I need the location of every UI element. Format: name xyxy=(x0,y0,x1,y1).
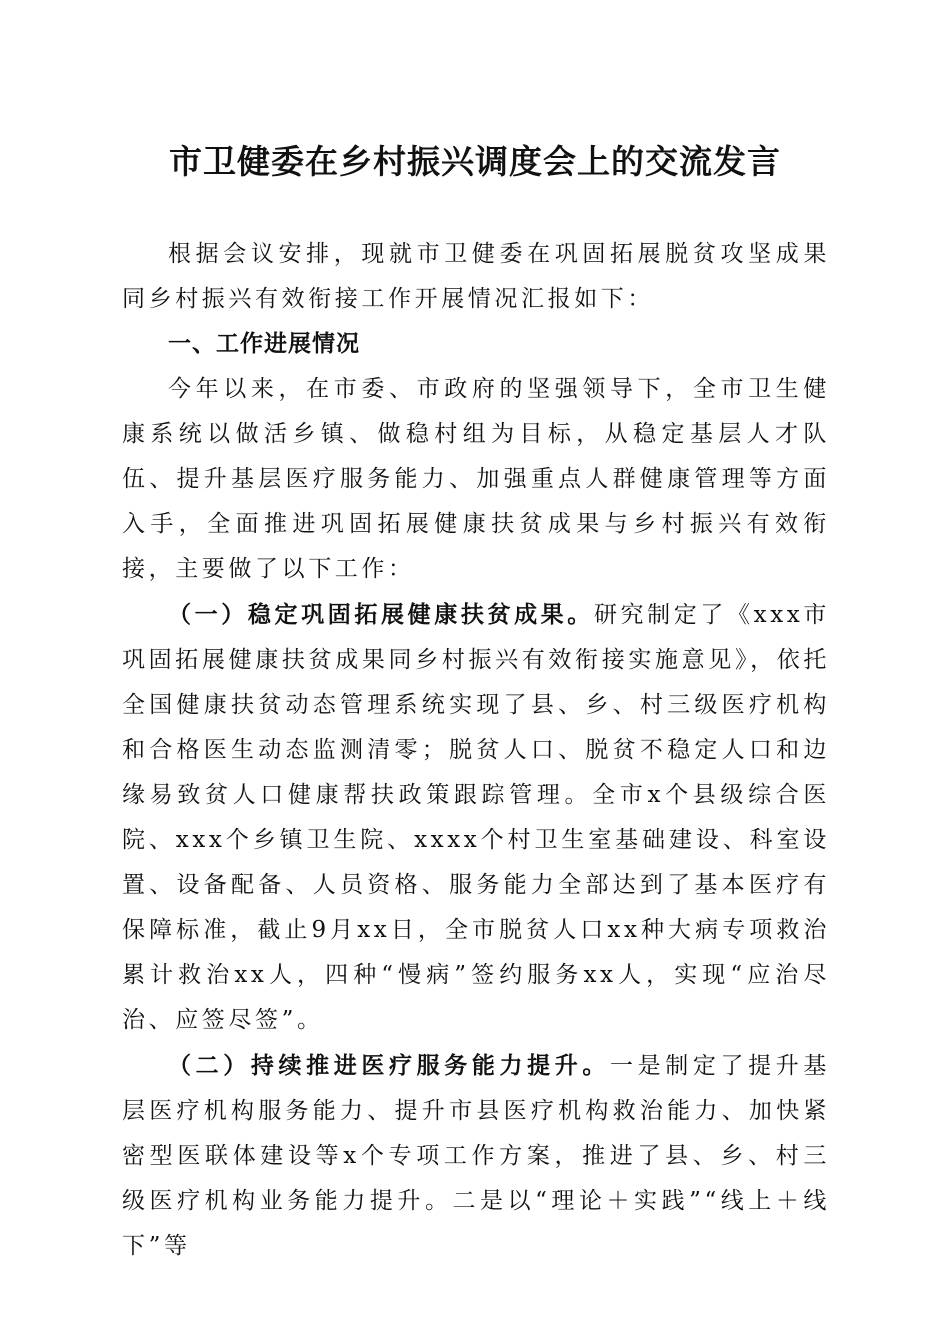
item-text-1: 研究制定了《xxx市巩固拓展健康扶贫成果同乡村振兴有效衔接实施意见》，依托全国健康扶贫动态管理系统实现了县、乡、村三级医疗机构和合格医生动态监测清零；脱贫人口、脱贫不稳定人口和边缘易致贫人口健康帮扶政策跟踪管理。全市x个县级综合医院、xxx个乡镇卫生院、xxxx个村卫生室基础建设、科室设置、设备配备、人员资格、服务能力全部达到了基本医疗有保障标准，截止9月xx日，全市脱贫人口xx种大病专项救治累计救治xx人，四种“慢病”签约服务xx人，实现“应治尽治、应签尽签”。 xyxy=(122,602,830,1033)
section-paragraph: 今年以来，在市委、市政府的坚强领导下，全市卫生健康系统以做活乡镇、做稳村组为目标，从稳定基层人才队伍、提升基层医疗服务能力、加强重点人群健康管理等方面入手，全面推进巩固拓展健康扶贫成果与乡村振兴有效衔接，主要做了以下工作： xyxy=(122,376,830,582)
intro-paragraph: 根据会议安排，现就市卫健委在巩固拓展脱贫攻坚成果同乡村振兴有效衔接工作开展情况汇报如下： xyxy=(122,241,830,312)
document-title: 市卫健委在乡村振兴调度会上的交流发言 xyxy=(169,142,781,181)
item-text-2: 一是制定了提升基层医疗机构服务能力、提升市县医疗机构救治能力、加快紧密型医联体建设等x个专项工作方案，推进了县、乡、村三级医疗机构业务能力提升。二是以“理论＋实践”“线上＋线下”等 xyxy=(122,1053,830,1259)
document-body xyxy=(122,232,830,1269)
item-lead-1: （一）稳定巩固拓展健康扶贫成果。 xyxy=(168,601,594,628)
item-paragraph-2 xyxy=(122,1043,830,1269)
item-paragraph-1 xyxy=(122,592,830,1043)
section-heading: 一、工作进展情况 xyxy=(168,331,360,357)
item-lead-2: （二）持续推进医疗服务能力提升。 xyxy=(168,1052,611,1079)
